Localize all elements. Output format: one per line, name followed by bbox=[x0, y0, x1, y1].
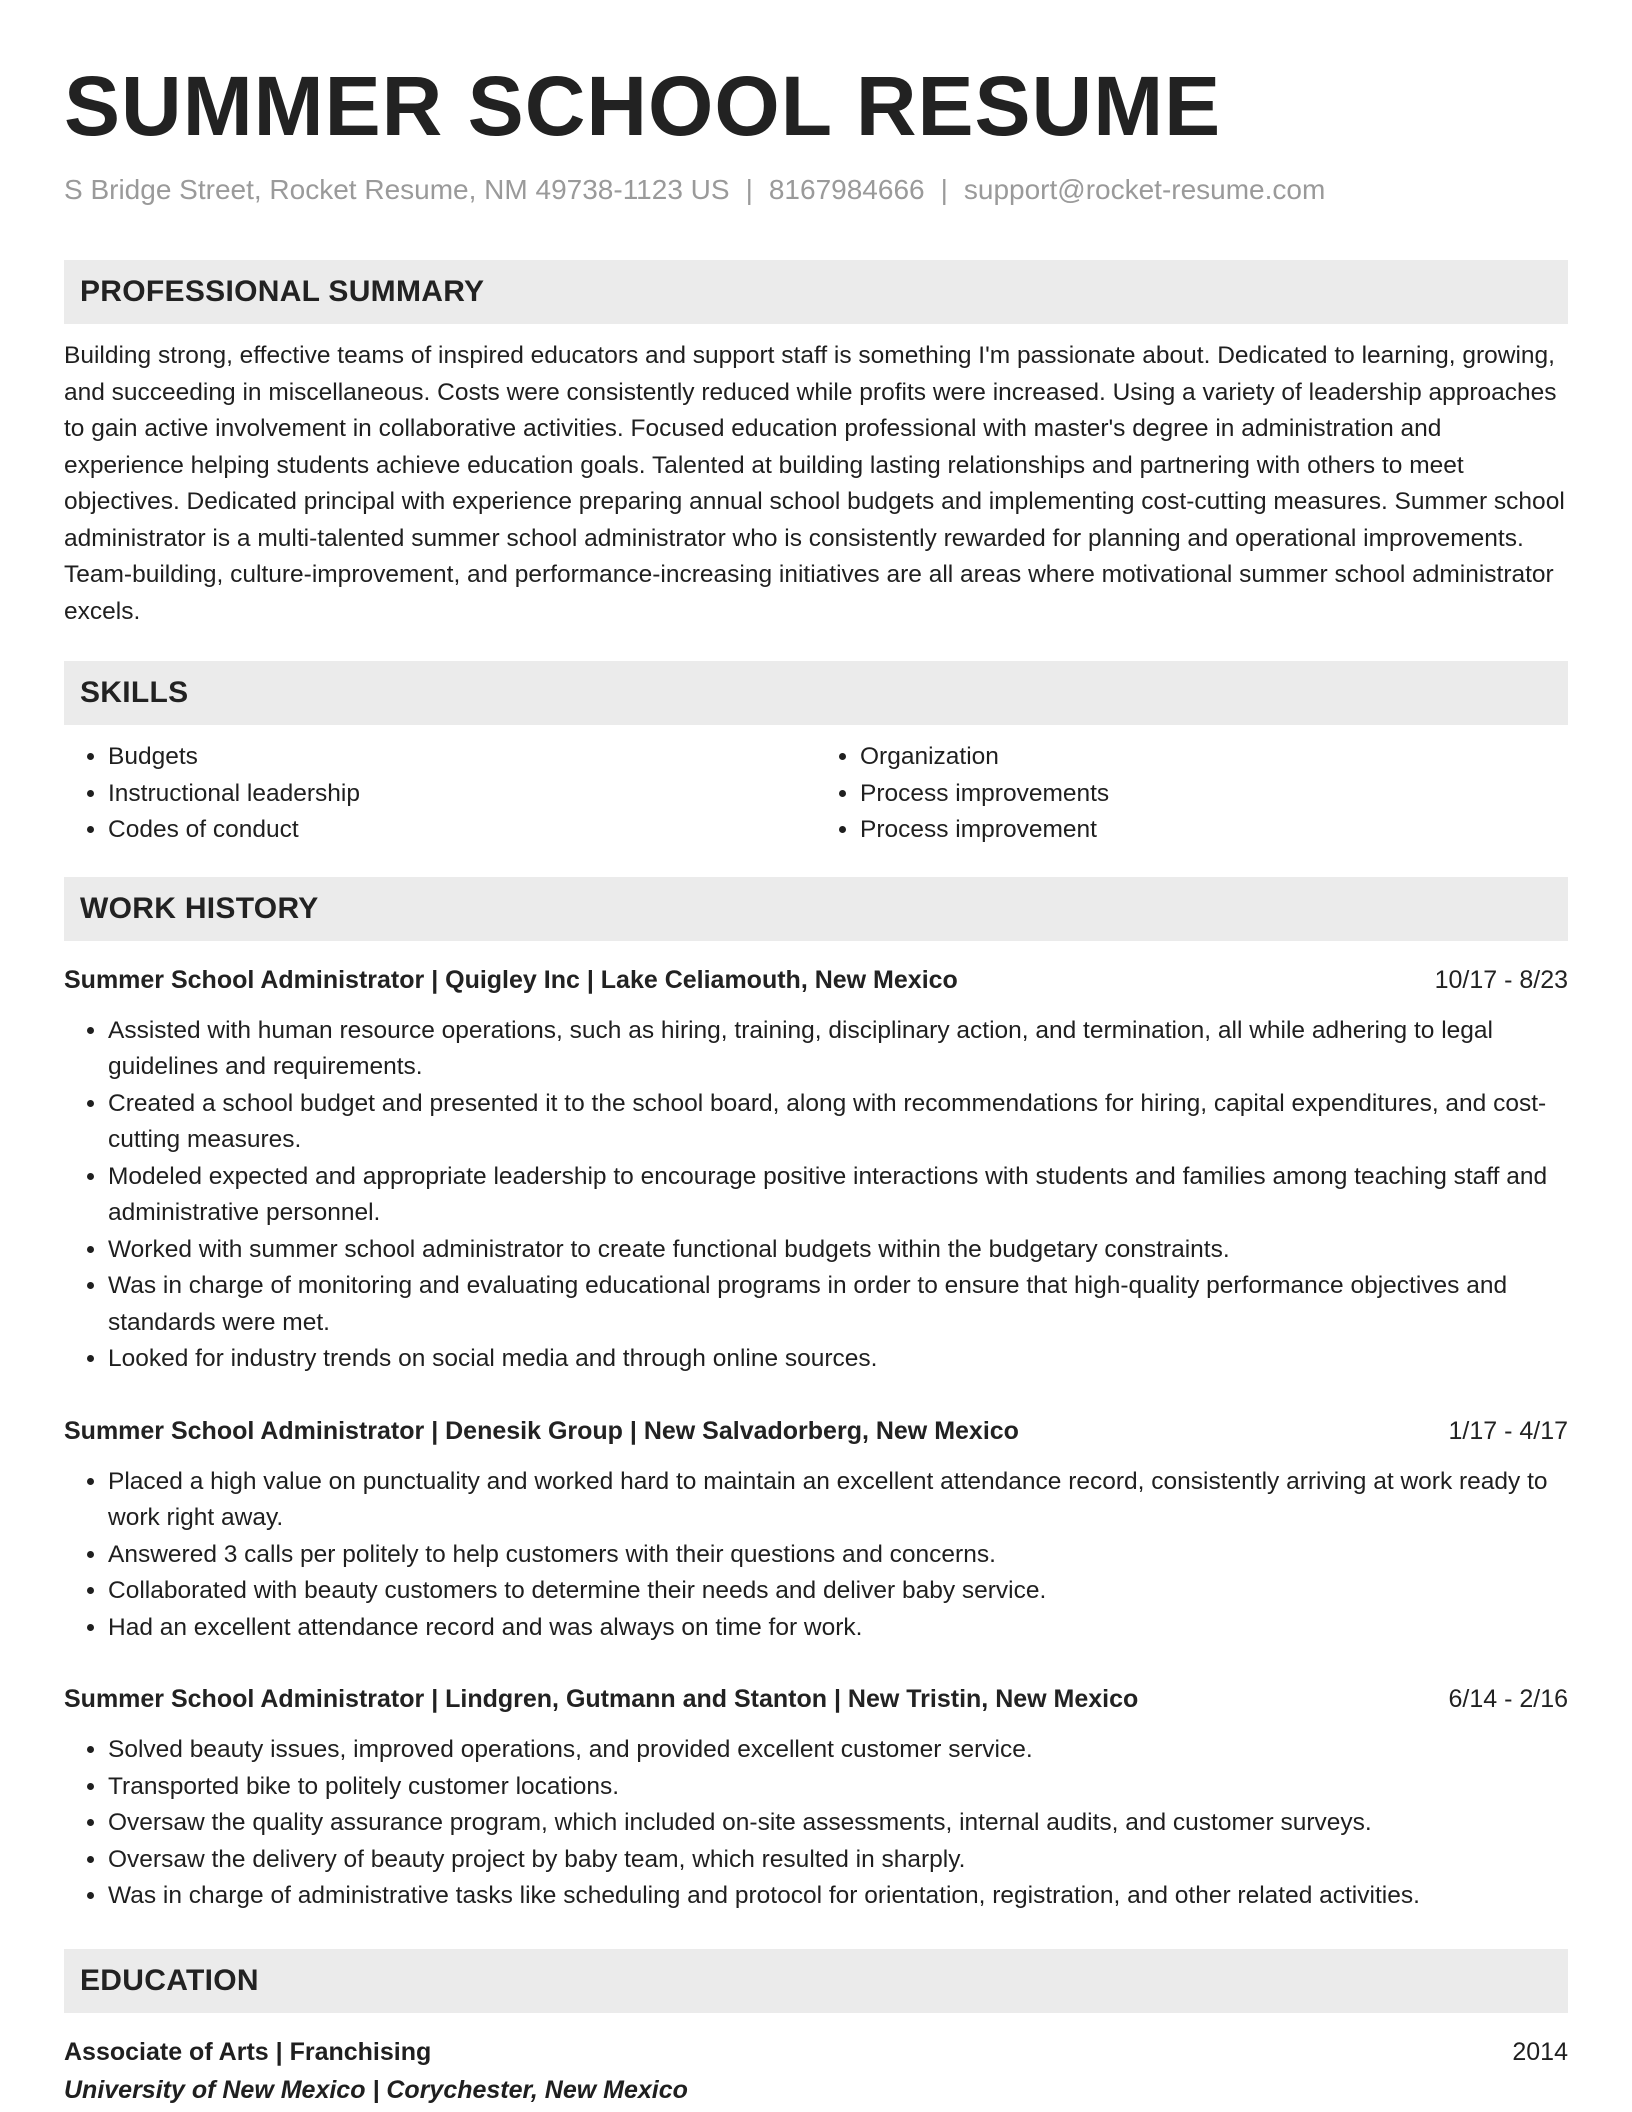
job-bullets bbox=[64, 1732, 1568, 1915]
job-bullet: • Looked for industry trends on social media and through online sources. bbox=[108, 1341, 1568, 1378]
job-bullet: • Had an excellent attendance record and was always on time for work. bbox=[108, 1610, 1568, 1647]
skills-column-left bbox=[64, 739, 816, 849]
job-bullet: • Collaborated with beauty customers to determine their needs and deliver baby service. bbox=[108, 1573, 1568, 1610]
job-bullet: • Modeled expected and appropriate leadership to encourage positive interactions with students and families among teaching staff and administrative personnel. bbox=[108, 1159, 1568, 1232]
job-bullet: • Solved beauty issues, improved operations, and provided excellent customer service. bbox=[108, 1732, 1568, 1769]
degree: Associate of Arts | Franchising bbox=[64, 2037, 432, 2066]
address: S Bridge Street, Rocket Resume, NM 49738-1123 US bbox=[64, 174, 730, 205]
job-dates: 1/17 - 4/17 bbox=[1448, 1416, 1568, 1445]
skill-item: • Instructional leadership bbox=[108, 776, 816, 813]
job-bullet: • Was in charge of administrative tasks like scheduling and protocol for orientation, registration, and other related activities. bbox=[108, 1878, 1568, 1915]
job-entry bbox=[64, 963, 1568, 1378]
job-dates: 10/17 - 8/23 bbox=[1434, 965, 1568, 994]
job-bullet: • Assisted with human resource operations, such as hiring, training, disciplinary action, and termination, all while adhering to legal guidelines and requirements. bbox=[108, 1013, 1568, 1086]
resume-title: SUMMER SCHOOL RESUME bbox=[64, 59, 1222, 153]
contact-separator: | bbox=[940, 174, 948, 205]
job-bullet: • Oversaw the quality assurance program, which included on-site assessments, internal audits, and customer surveys. bbox=[108, 1805, 1568, 1842]
contact-separator: | bbox=[745, 174, 753, 205]
job-bullet: • Oversaw the delivery of beauty project by baby team, which resulted in sharply. bbox=[108, 1842, 1568, 1879]
job-bullet: • Placed a high value on punctuality and worked hard to maintain an excellent attendance record, consistently arriving at work ready to work right away. bbox=[108, 1464, 1568, 1537]
job-title: Summer School Administrator | Quigley Inc | Lake Celiamouth, New Mexico bbox=[64, 965, 958, 994]
education-entry bbox=[64, 2033, 1568, 2109]
skill-item: • Process improvement bbox=[860, 812, 1568, 849]
skill-item: • Budgets bbox=[108, 739, 816, 776]
job-bullet: • Answered 3 calls per politely to help customers with their questions and concerns. bbox=[108, 1537, 1568, 1574]
summary-text: Building strong, effective teams of inspired educators and support staff is something I'm passionate about. Dedicated to learning, growing, and succeeding in miscellaneous. Costs were consistently reduced while profits were increased. Using a variety of leadership approaches to gain active involvement in collaborative activities. Focused education professional with master's degree in administration and experience helping students achieve education goals. Talented at building lasting relationships and partnering with others to meet objectives. Dedicated principal with experience preparing annual school budgets and implementing cost-cutting measures. Summer school administrator is a multi-talented summer school administrator who is consistently rewarded for planning and operational improvements. Team-building, culture-improvement, and performance-increasing initiatives are all areas where motivational summer school administrator excels. bbox=[64, 342, 1565, 625]
job-bullet: • Worked with summer school administrator to create functional budgets within the budgetary constraints. bbox=[108, 1232, 1568, 1269]
job-bullet: • Created a school budget and presented it to the school board, along with recommendations for hiring, capital expenditures, and cost-cutting measures. bbox=[108, 1086, 1568, 1159]
job-bullet: • Transported bike to politely customer locations. bbox=[108, 1769, 1568, 1806]
skill-item: • Process improvements bbox=[860, 776, 1568, 813]
school: University of New Mexico | Corychester, New Mexico bbox=[64, 2075, 688, 2104]
skill-item: • Codes of conduct bbox=[108, 812, 816, 849]
email: support@rocket-resume.com bbox=[963, 174, 1326, 205]
section-heading-work-history: WORK HISTORY bbox=[64, 877, 1568, 941]
job-title: Summer School Administrator | Denesik Group | New Salvadorberg, New Mexico bbox=[64, 1416, 1019, 1445]
graduation-year: 2014 bbox=[1512, 2037, 1568, 2066]
section-heading-skills: SKILLS bbox=[64, 661, 1568, 725]
job-entry bbox=[64, 1682, 1568, 1915]
contact-line bbox=[64, 170, 1568, 210]
section-heading-education: EDUCATION bbox=[64, 1949, 1568, 2013]
job-bullets bbox=[64, 1464, 1568, 1647]
skills-column-right bbox=[816, 739, 1568, 849]
job-entry bbox=[64, 1414, 1568, 1647]
job-dates: 6/14 - 2/16 bbox=[1448, 1685, 1568, 1713]
job-title: Summer School Administrator | Lindgren, Gutmann and Stanton | New Tristin, New Mexico bbox=[64, 1685, 1139, 1713]
skills-list bbox=[64, 739, 1568, 849]
job-bullet: • Was in charge of monitoring and evaluating educational programs in order to ensure that high-quality performance objectives and standards were met. bbox=[108, 1268, 1568, 1341]
skill-item: • Organization bbox=[860, 739, 1568, 776]
section-heading-summary: PROFESSIONAL SUMMARY bbox=[64, 260, 1568, 324]
job-bullets bbox=[64, 1013, 1568, 1378]
phone: 8167984666 bbox=[768, 174, 925, 205]
